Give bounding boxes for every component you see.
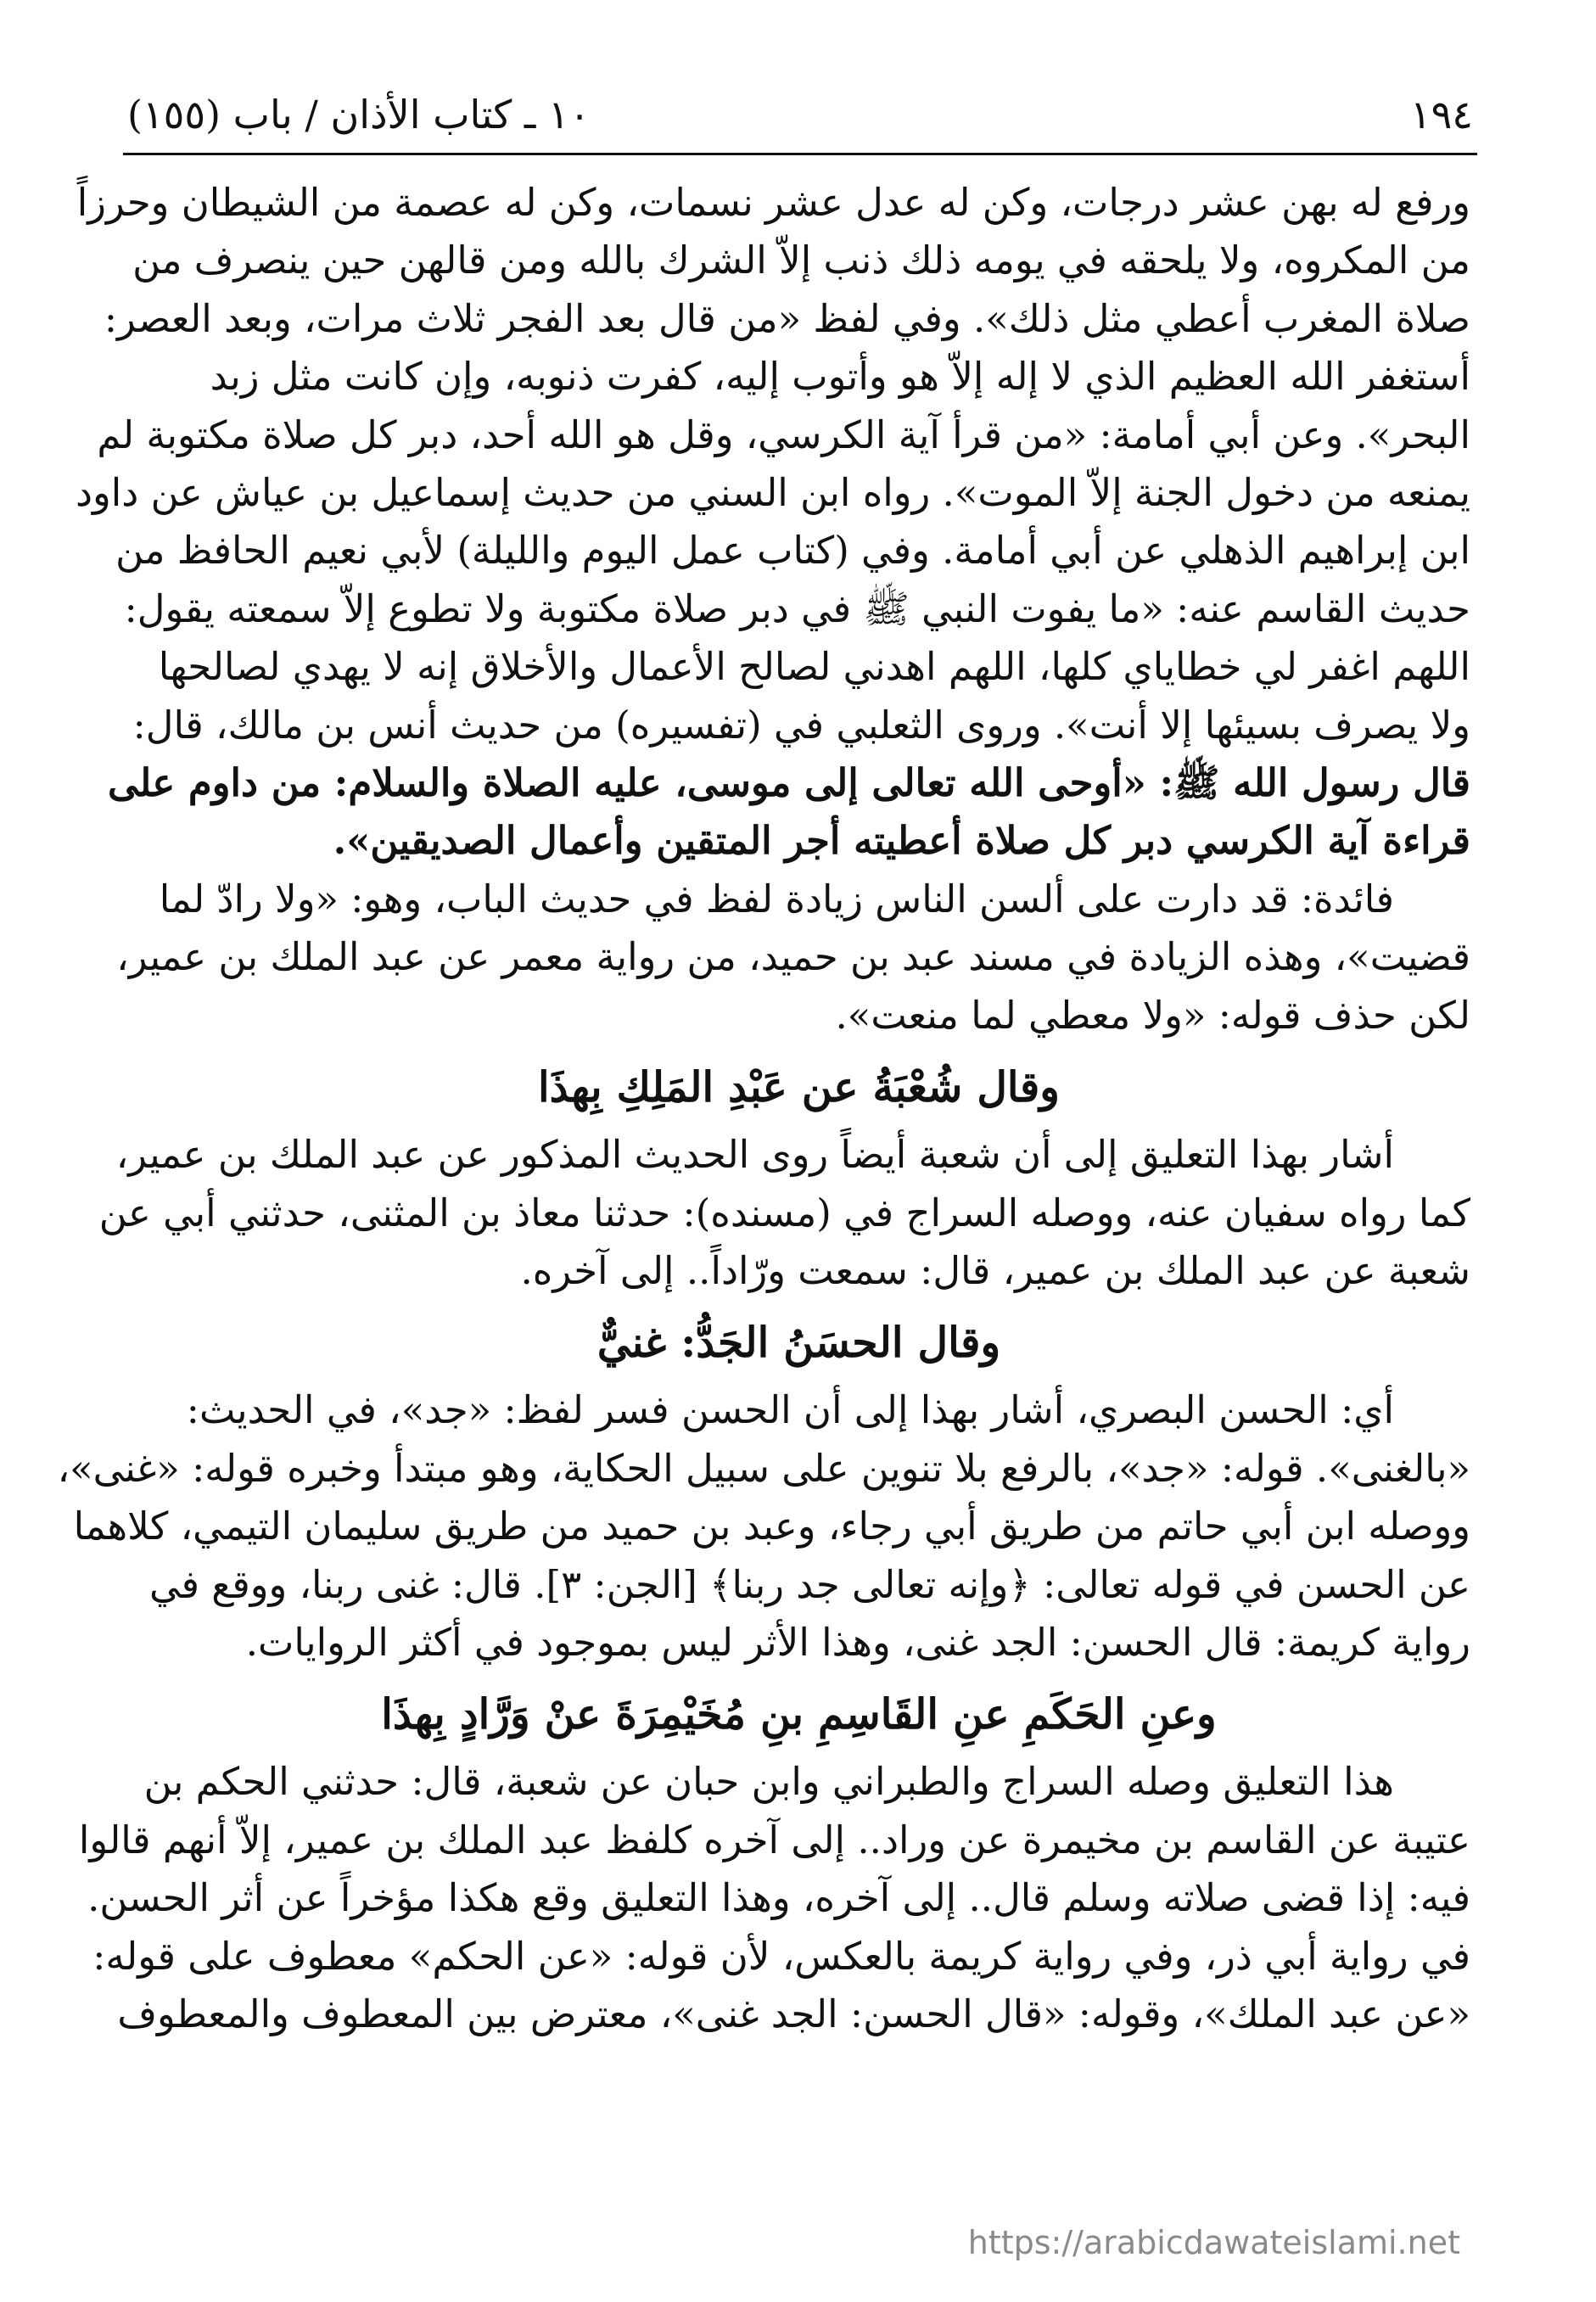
page-number: ١٩٤ xyxy=(1409,92,1473,137)
text-line: صلاة المغرب أعطي مثل ذلك». وفي لفظ «من قال بعد الفجر ثلاث مرات، وبعد العصر: xyxy=(104,295,1470,341)
text-line: لكن حذف قوله: «ولا معطي لما منعت». xyxy=(835,992,1470,1038)
text-line: رواية كريمة: قال الحسن: الجد غنى، وهذا الأثر ليس بموجود في أكثر الروايات. xyxy=(245,1619,1470,1665)
text-line: «عن عبد الملك»، وقوله: «قال الحسن: الجد غنى»، معترض بين المعطوف والمعطوف xyxy=(117,1991,1470,2036)
page-header xyxy=(127,81,1473,148)
text-line: في رواية أبي ذر، وفي رواية كريمة بالعكس، لأن قوله: «عن الحكم» معطوف على قوله: xyxy=(92,1933,1470,1979)
text-line: ولا يصرف بسيئها إلا أنت». وروى الثعلبي في (تفسيره) من حديث أنس بن مالك، قال: xyxy=(132,702,1470,748)
text-line: فائدة: قد دارت على ألسن الناس زيادة لفظ في حديث الباب، وهو: «ولا رادّ لما xyxy=(159,876,1394,921)
running-title: ١٠ ـ كتاب الأذان / باب (١٥٥) xyxy=(127,92,591,137)
section-heading: وعنِ الحَكَمِ عنِ القَاسِمِ بنِ مُخَيْمِرَةَ عنْ وَرَّادٍ بِهذَا xyxy=(381,1689,1217,1739)
header-divider xyxy=(123,153,1477,155)
text-line: قراءة آية الكرسي دبر كل صلاة أعطيته أجر المتقين وأعمال الصديقين». xyxy=(333,818,1470,864)
text-line: اللهم اغفر لي خطاياي كلها، اللهم اهدني لصالح الأعمال والأخلاق إنه لا يهدي لصالحها xyxy=(158,644,1470,690)
text-line: أشار بهذا التعليق إلى أن شعبة أيضاً روى الحديث المذكور عن عبد الملك بن عمير، xyxy=(115,1132,1394,1178)
text-line: عتيبة عن القاسم بن مخيمرة عن وراد.. إلى آخره كلفظ عبد الملك بن عمير، إلاّ أنهم قالوا xyxy=(78,1817,1470,1862)
text-line: من المكروه، ولا يلحقه في يومه ذلك ذنب إلاّ الشرك بالله ومن قالهن حين ينصرف من xyxy=(132,238,1470,283)
text-line: فيه: إذا قضى صلاته وسلم قال.. إلى آخره، وهذا التعليق وقع هكذا مؤخراً عن أثر الحسن. xyxy=(87,1875,1470,1921)
text-line: عن الحسن في قوله تعالى: ﴿وإنه تعالى جد ربنا﴾ [الجن: ٣]. قال: غنى ربنا، ووقع في xyxy=(148,1561,1470,1607)
text-line: ابن إبراهيم الذهلي عن أبي أمامة. وفي (كتاب عمل اليوم والليلة) لأبي نعيم الحافظ من xyxy=(115,528,1470,574)
text-line: «بالغنى». قوله: «جد»، بالرفع بلا تنوين على سبيل الحكاية، وهو مبتدأ وخبره قوله: «غنى»، xyxy=(57,1445,1470,1491)
text-line: قال رسول الله ﷺ: «أوحى الله تعالى إلى موسى، عليه الصلاة والسلام: من داوم على xyxy=(107,760,1470,806)
text-line: يمنعه من دخول الجنة إلاّ الموت». رواه ابن السني من حديث إسماعيل بن عياش عن داود xyxy=(76,470,1470,516)
text-line: شعبة عن عبد الملك بن عمير، قال: سمعت ورّاداً.. إلى آخره. xyxy=(520,1247,1470,1293)
section-heading: وقال الحسَنُ الجَدُّ: غنيٌّ xyxy=(596,1318,1001,1368)
text-line: أي: الحسن البصري، أشار بهذا إلى أن الحسن فسر لفظ: «جد»، في الحديث: xyxy=(186,1387,1394,1433)
text-line: ورفع له بهن عشر درجات، وكن له عدل عشر نسمات، وكن له عصمة من الشيطان وحرزاً xyxy=(76,180,1470,225)
text-line: البحر». وعن أبي أمامة: «من قرأ آية الكرسي، وقل هو الله أحد، دبر كل صلاة مكتوبة لم xyxy=(97,412,1470,457)
watermark-url: https://arabicdawateislami.net xyxy=(967,2224,1460,2261)
text-line: هذا التعليق وصله السراج والطبراني وابن حبان عن شعبة، قال: حدثني الحكم بن xyxy=(143,1759,1394,1805)
text-line: كما رواه سفيان عنه، ووصله السراج في (مسنده): حدثنا معاذ بن المثنى، حدثني أبي عن xyxy=(98,1190,1470,1235)
text-line: أستغفر الله العظيم الذي لا إله إلاّ هو وأتوب إليه، كفرت ذنوبه، وإن كانت مثل زبد xyxy=(210,354,1470,400)
section-heading: وقال شُعْبَةُ عن عَبْدِ المَلِكِ بِهذَا xyxy=(538,1062,1060,1112)
document-body xyxy=(57,174,1470,2043)
text-line: حديث القاسم عنه: «ما يفوت النبي ﷺ في دبر صلاة مكتوبة ولا تطوع إلاّ سمعته يقول: xyxy=(124,585,1470,631)
text-line: قضيت»، وهذه الزيادة في مسند عبد بن حميد، من رواية معمر عن عبد الملك بن عمير، xyxy=(116,934,1470,980)
text-line: ووصله ابن أبي حاتم من طريق أبي رجاء، وعبد بن حميد من طريق سليمان التيمي، كلاهما xyxy=(73,1504,1470,1549)
